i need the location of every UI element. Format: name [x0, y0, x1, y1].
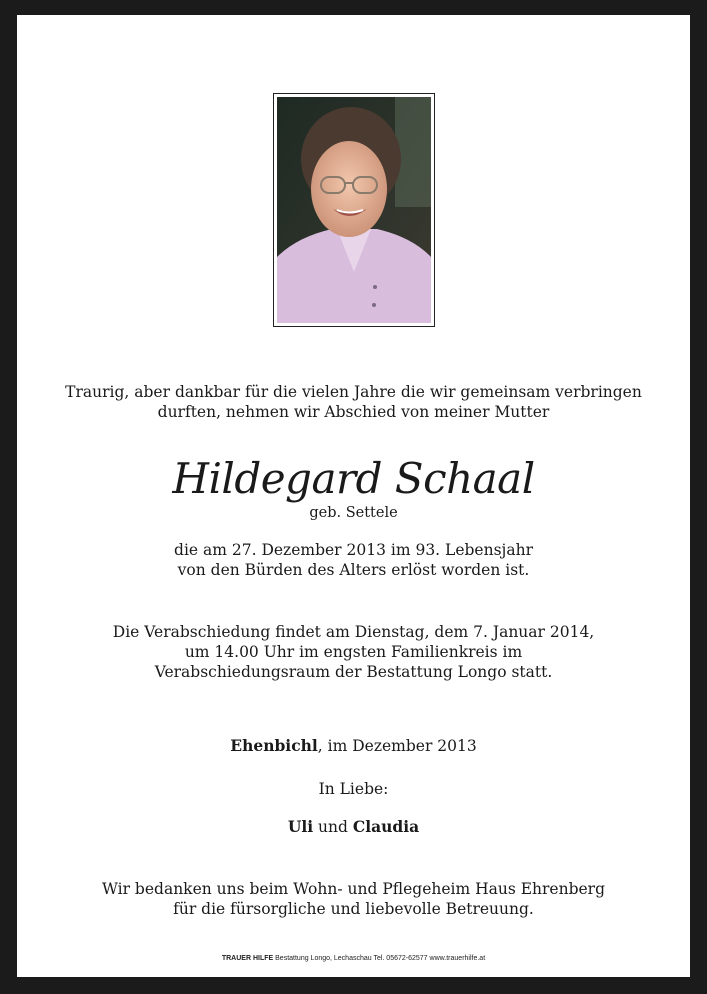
signer-claudia: Claudia [352, 817, 420, 836]
death-notice: die am 27. Dezember 2013 im 93. Lebensjahr von den Bürden des Alters erlöst worden ist. [174, 541, 533, 579]
ceremony-info: Die Verabschiedung findet am Dienstag, dem 7. Januar 2014, um 14.00 Uhr im engsten Familienkreis im Verabschiedungsraum der Bestattung Longo statt. [112, 623, 595, 681]
town: Ehenbichl [230, 736, 318, 755]
intro-text: Traurig, aber dankbar für die vielen Jahre die wir gemeinsam verbringen durften, nehmen wir Abschied von meiner Mutter [65, 383, 642, 421]
deceased-name: Hildegard Schaal [172, 454, 535, 503]
obituary-card [17, 15, 690, 977]
thanks-note: Wir bedanken uns beim Wohn- und Pflegeheim Haus Ehrenberg für die fürsorgliche und liebevolle Betreuung. [101, 880, 606, 918]
signers: Uli und Claudia [287, 817, 420, 836]
portrait-frame [273, 93, 435, 327]
signer-uli: Uli [287, 817, 314, 836]
footer-brand: TRAUER HILFE [221, 955, 274, 962]
place-date: Ehenbichl, im Dezember 2013 [230, 736, 477, 755]
in-love: In Liebe: [318, 780, 389, 798]
maiden-name: geb. Settele [309, 505, 398, 521]
portrait-photo [277, 97, 431, 323]
footer-credit: TRAUER HILFE Bestattung Longo, Lechaschau Tel. 05672-62577 www.trauerhilfe.at [221, 955, 486, 962]
